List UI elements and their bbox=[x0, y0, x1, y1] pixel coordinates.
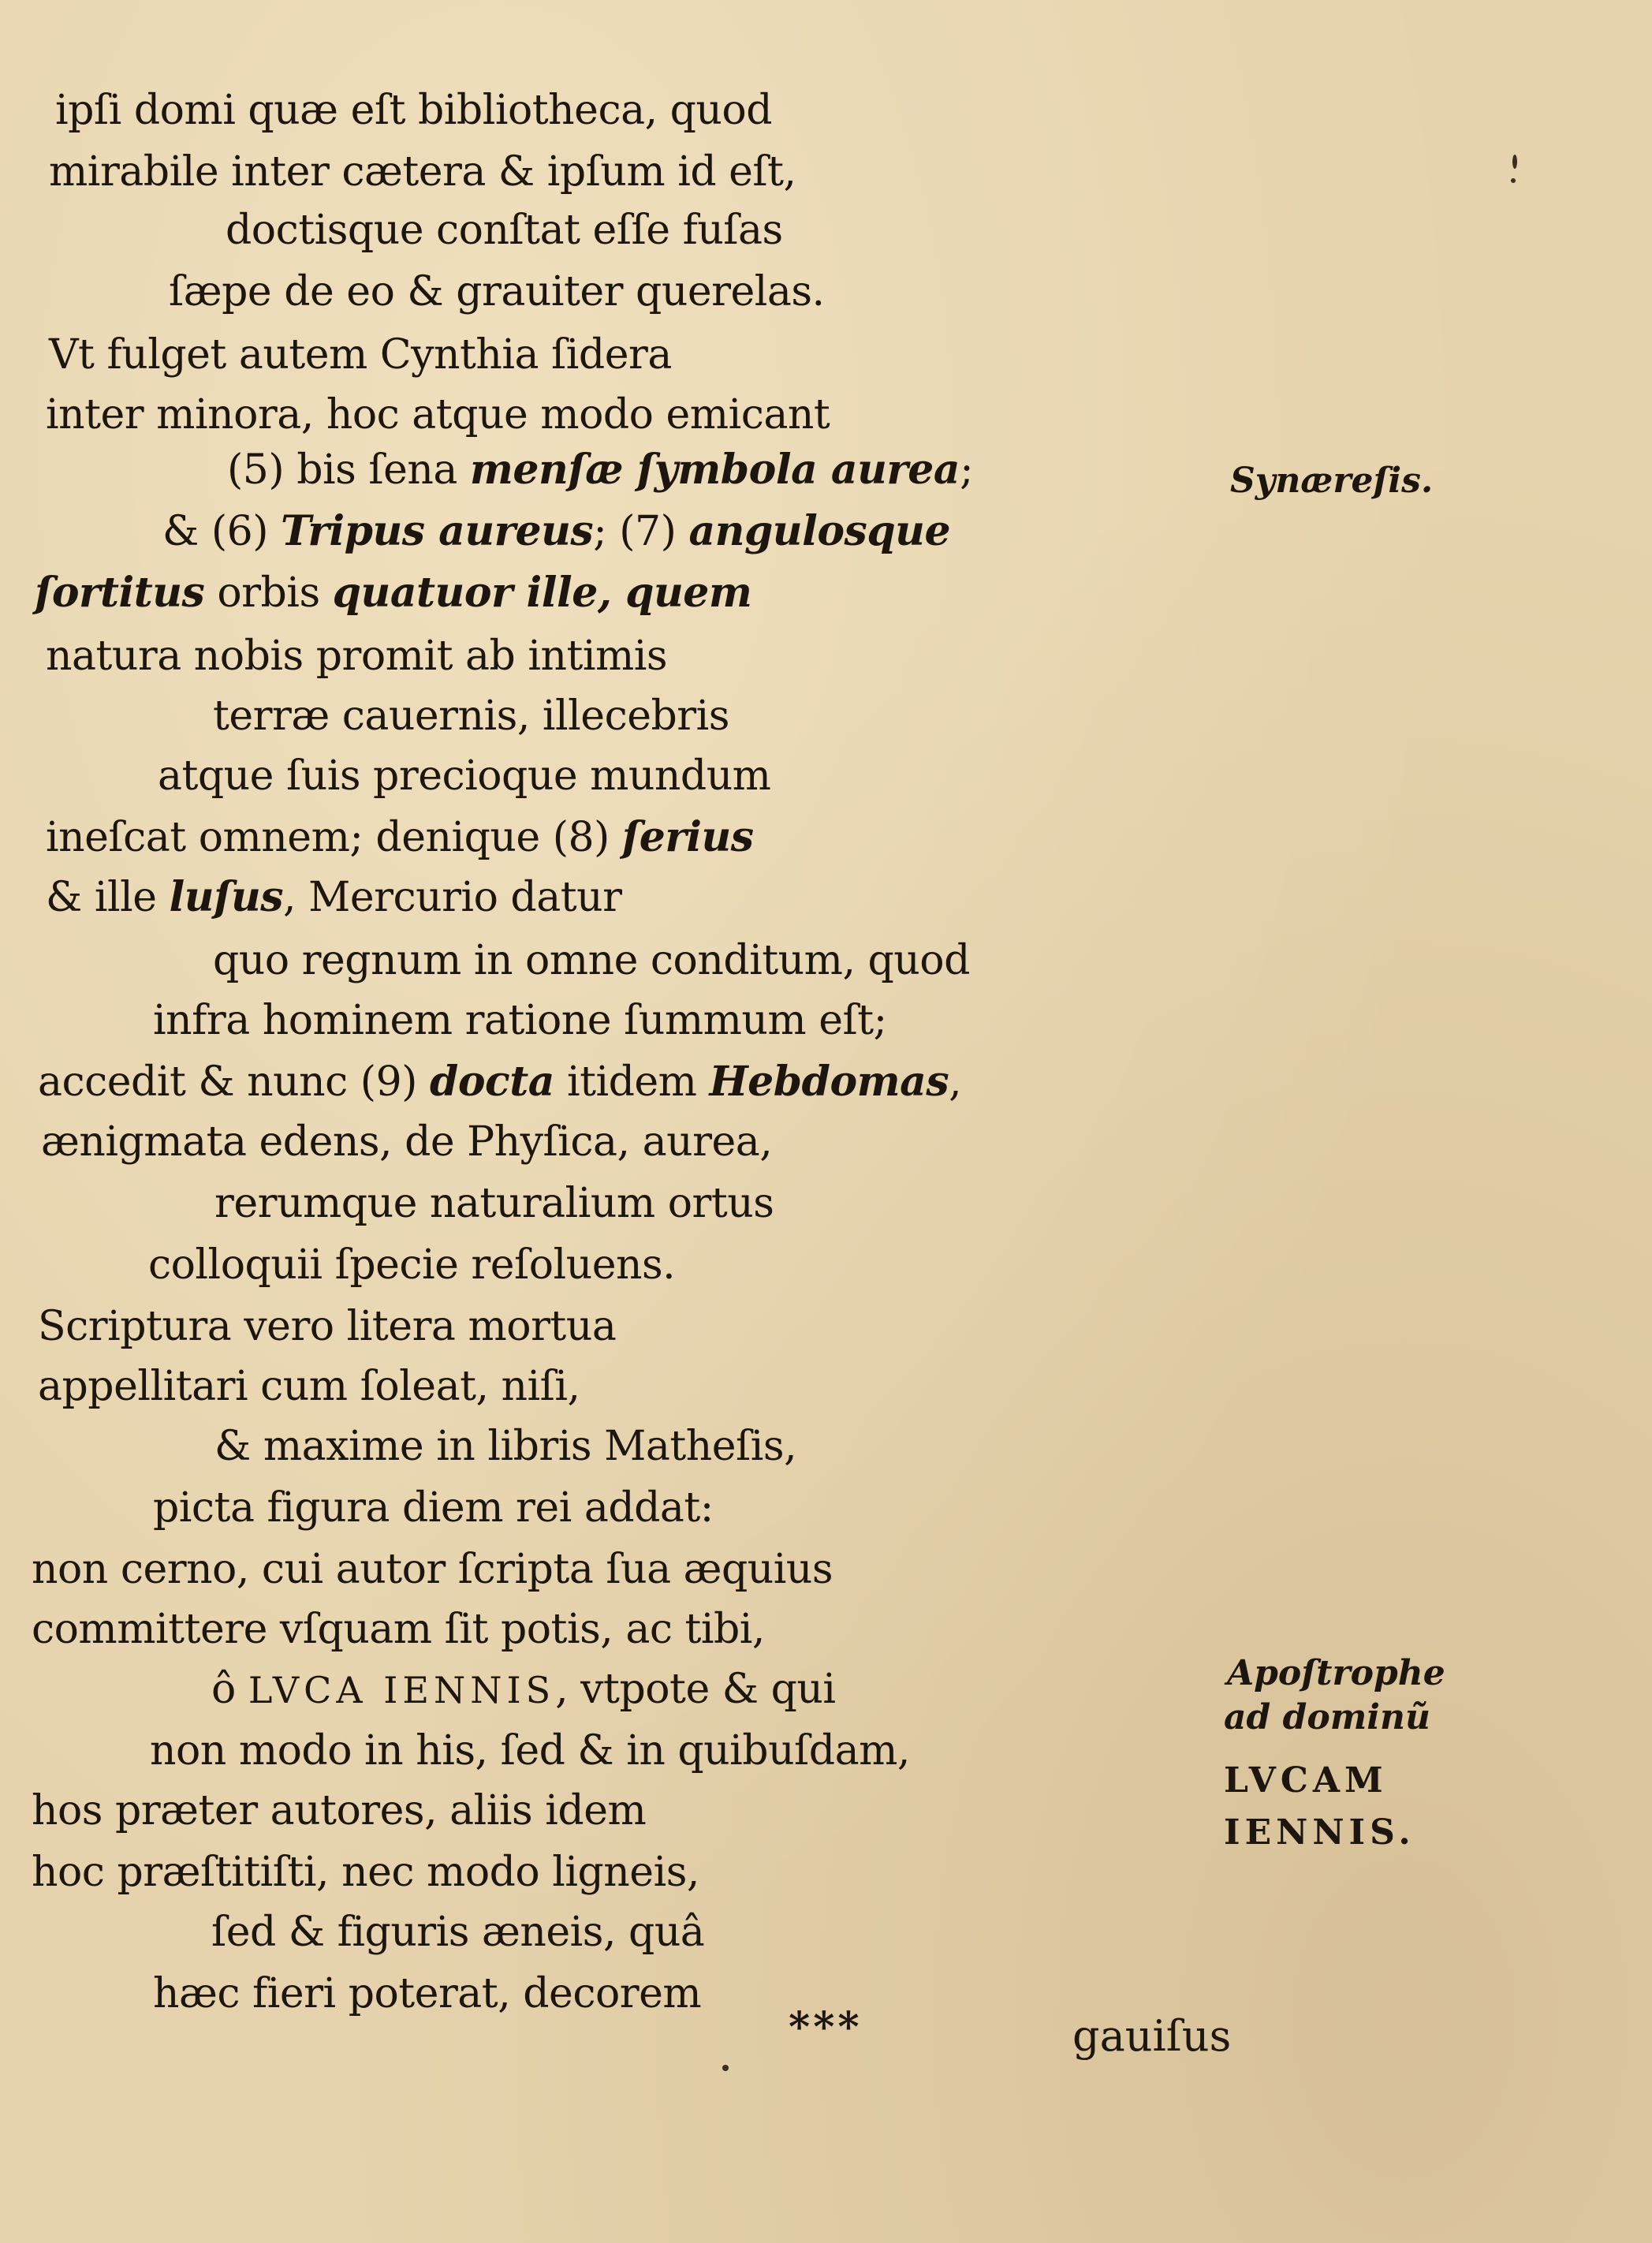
text-run: & (6) bbox=[162, 508, 282, 555]
text-run: appellitari cum ſoleat, niſi, bbox=[38, 1363, 580, 1410]
text-line bbox=[162, 508, 950, 555]
text-line bbox=[49, 331, 672, 379]
text-line bbox=[38, 1058, 961, 1106]
text-line bbox=[211, 1666, 835, 1714]
text-line bbox=[32, 1849, 699, 1896]
text-line bbox=[226, 207, 783, 254]
text-run: ſæpe de eo & grauiter querelas. bbox=[169, 268, 825, 315]
margin-note-apostrophe: Apoſtrophe bbox=[1227, 1653, 1445, 1693]
text-run: Vt fulget autem Cynthia ſidera bbox=[49, 331, 672, 379]
asterism: *** bbox=[789, 2003, 863, 2051]
margin-note-lucam: LVCAM bbox=[1224, 1760, 1388, 1801]
text-run: non cerno, cui autor ſcripta ſua æquius bbox=[32, 1546, 833, 1593]
text-run: ipſi domi quæ eſt bibliotheca, quod bbox=[55, 87, 773, 134]
text-run: & ille bbox=[46, 874, 170, 921]
text-line bbox=[153, 1484, 714, 1532]
italic-phrase: ſerius bbox=[621, 813, 754, 861]
text-run: , bbox=[949, 1058, 962, 1106]
text-line bbox=[32, 1546, 833, 1593]
ink-speck bbox=[1511, 178, 1516, 183]
ink-speck bbox=[722, 2065, 729, 2071]
text-run: picta figura diem rei addat: bbox=[153, 1484, 714, 1532]
text-run: accedit & nunc (9) bbox=[38, 1058, 430, 1106]
italic-phrase: menſæ ſymbola aurea bbox=[469, 446, 960, 494]
text-line bbox=[211, 1909, 704, 1956]
text-run: atque ſuis precioque mundum bbox=[158, 752, 771, 800]
text-run: inter minora, hoc atque modo emicant bbox=[46, 391, 830, 439]
text-run: orbis bbox=[204, 569, 333, 617]
small-caps-name: LVCA IENNIS bbox=[248, 1669, 556, 1711]
text-line bbox=[213, 692, 729, 740]
text-line bbox=[32, 1787, 646, 1834]
text-line bbox=[153, 997, 887, 1044]
text-run: infra hominem ratione ſummum eſt; bbox=[153, 997, 887, 1044]
text-run: rerumque naturalium ortus bbox=[214, 1180, 774, 1227]
margin-note-synaeresis: Synæreſis. bbox=[1230, 461, 1434, 501]
text-run: (5) bis ſena bbox=[227, 446, 470, 494]
italic-phrase: quatuor ille, quem bbox=[332, 569, 752, 617]
text-run: ænigmata edens, de Phyſica, aurea, bbox=[41, 1118, 773, 1166]
text-line bbox=[35, 569, 751, 617]
text-run: non modo in his, ſed & in quibuſdam, bbox=[150, 1727, 910, 1775]
text-run: , Mercurio datur bbox=[283, 874, 622, 921]
text-run: colloquii ſpecie reſoluens. bbox=[148, 1241, 676, 1289]
text-run: hæc fieri poterat, decorem bbox=[153, 1970, 702, 2017]
text-run: ſed & figuris æneis, quâ bbox=[211, 1909, 705, 1956]
italic-phrase: luſus bbox=[169, 873, 284, 921]
text-run: ô bbox=[211, 1666, 248, 1713]
text-line bbox=[49, 148, 796, 196]
text-line bbox=[38, 1303, 616, 1350]
italic-phrase: Tripus aureus bbox=[281, 507, 594, 555]
text-run: natura nobis promit ab intimis bbox=[46, 633, 668, 680]
text-run: hos præter autores, aliis idem bbox=[32, 1787, 647, 1834]
text-run: itidem bbox=[554, 1058, 710, 1106]
text-line bbox=[213, 937, 970, 984]
text-run: ; bbox=[960, 446, 974, 494]
text-run: ineſcat omnem; denique (8) bbox=[46, 814, 622, 861]
text-run: quo regnum in omne conditum, quod bbox=[213, 937, 970, 984]
text-line bbox=[41, 1118, 772, 1166]
text-run: committere vſquam ſit potis, ac tibi, bbox=[32, 1606, 765, 1653]
text-run: hoc præſtitiſti, nec modo ligneis, bbox=[32, 1849, 699, 1896]
text-line bbox=[158, 752, 771, 800]
text-run: , vtpote & qui bbox=[555, 1666, 836, 1713]
catchword: gauiſus bbox=[1072, 2011, 1232, 2061]
text-run: Scriptura vero litera mortua bbox=[38, 1303, 617, 1350]
text-line bbox=[55, 87, 772, 134]
text-line bbox=[46, 391, 830, 439]
text-run: doctisque conſtat eſſe fuſas bbox=[226, 207, 783, 254]
text-line bbox=[38, 1363, 580, 1410]
italic-phrase: Hebdomas bbox=[709, 1058, 949, 1106]
text-line bbox=[150, 1727, 910, 1775]
text-line bbox=[214, 1423, 796, 1470]
italic-phrase: angulosque bbox=[688, 507, 951, 555]
text-line bbox=[153, 1970, 701, 2017]
text-line bbox=[46, 633, 667, 680]
italic-phrase: docta bbox=[430, 1058, 554, 1106]
margin-note-ad-dominum: ad dominũ bbox=[1224, 1697, 1430, 1737]
text-line bbox=[46, 814, 754, 861]
text-line bbox=[32, 1606, 765, 1653]
text-line bbox=[214, 1180, 774, 1227]
margin-note-iennis: IENNIS. bbox=[1224, 1812, 1415, 1853]
text-line bbox=[148, 1241, 675, 1289]
text-line bbox=[46, 874, 621, 921]
text-run: & maxime in libris Matheſis, bbox=[214, 1423, 797, 1470]
text-run: ; (7) bbox=[593, 508, 689, 555]
text-line bbox=[227, 446, 973, 494]
text-run: terræ cauernis, illecebris bbox=[213, 692, 729, 740]
text-run: mirabile inter cætera & ipſum id eſt, bbox=[49, 148, 796, 196]
text-line bbox=[169, 268, 825, 315]
ink-speck bbox=[1512, 155, 1517, 169]
italic-phrase: ſortitus bbox=[35, 569, 205, 617]
